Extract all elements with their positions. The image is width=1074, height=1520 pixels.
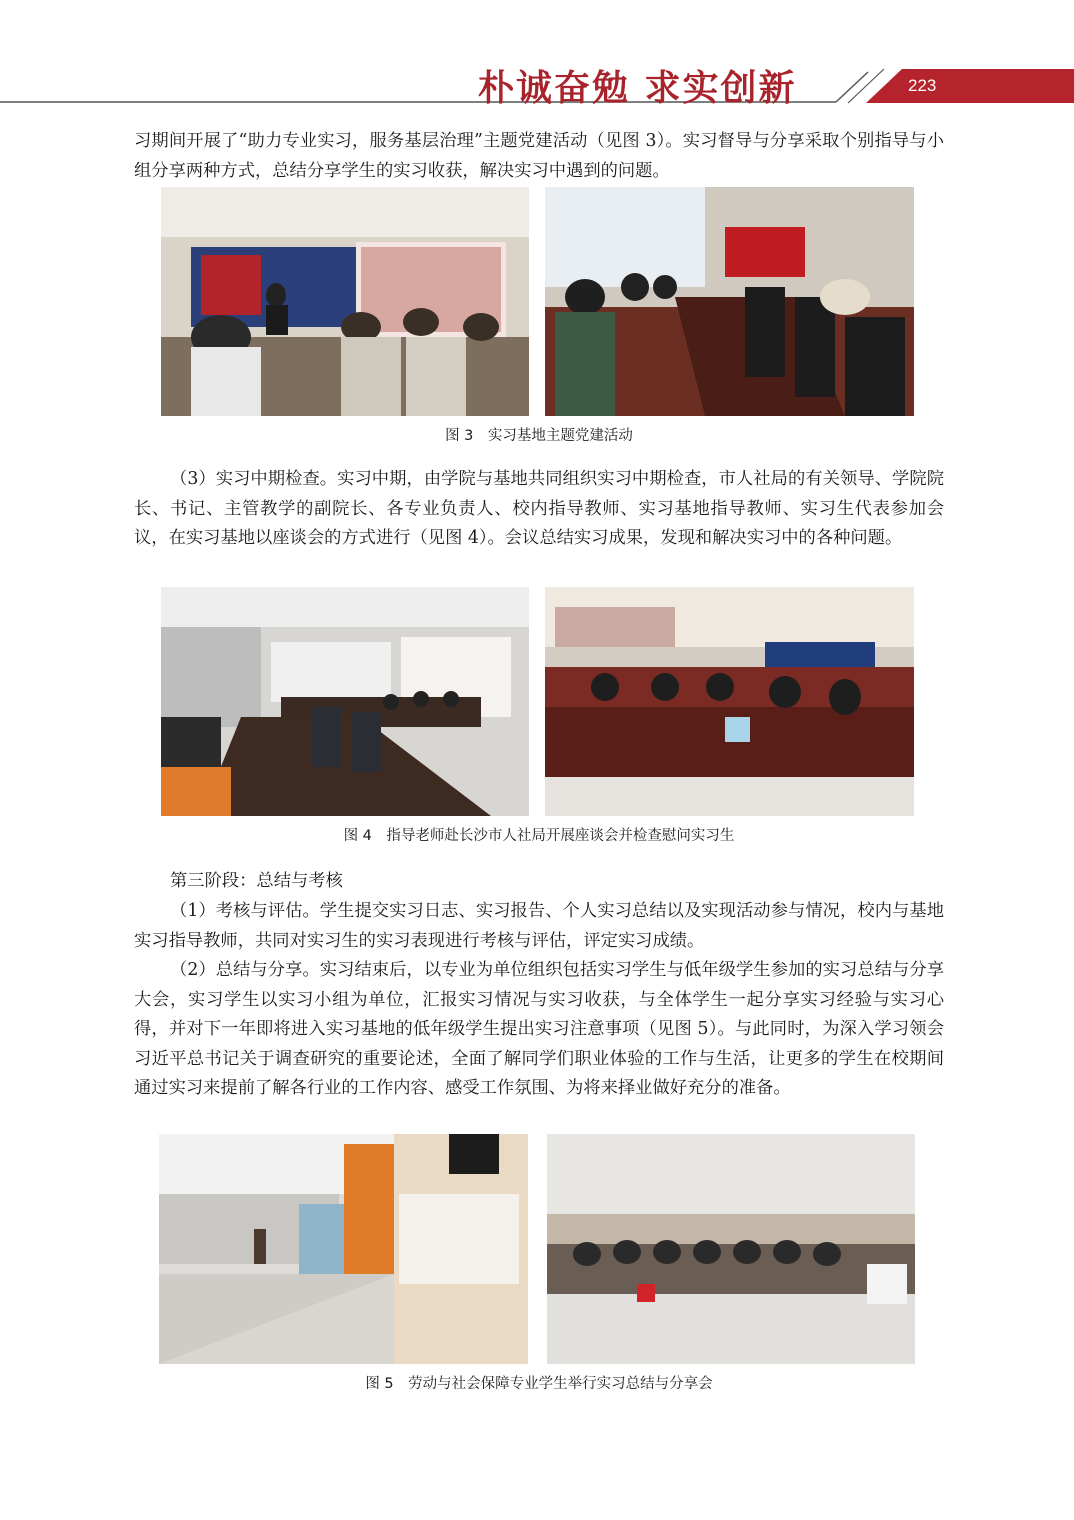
figure-5-photo-right	[547, 1134, 915, 1364]
paragraph-stage-three: 第三阶段：总结与考核	[170, 871, 343, 891]
figure-5-caption: 图 5 劳动与社会保障专业学生举行实习总结与分享会	[365, 1376, 713, 1392]
paragraph-assessment: （1）考核与评估。学生提交实习日志、实习报告、个人实习总结以及实现活动参与情况，校内与基地实习指导教师，共同对实习生的实习表现进行考核与评估，评定实习成绩。	[134, 901, 944, 951]
figure-4-photo-left	[161, 587, 529, 816]
figure-3-photo-right	[545, 187, 914, 416]
figure-4-caption: 图 4 指导老师赴长沙市人社局开展座谈会并检查慰问实习生	[343, 828, 735, 844]
figure-5-photo-left	[159, 1134, 528, 1364]
header-motto: 朴诚奋勉 求实创新	[478, 67, 797, 109]
page-number: 223	[908, 76, 937, 95]
page-header	[0, 0, 1074, 110]
paragraph-summary-sharing: （2）总结与分享。实习结束后，以专业为单位组织包括实习学生与低年级学生参加的实习总结与分享大会，实习学生以实习小组为单位，汇报实习情况与实习收获，与全体学生一起分享实习经验与实习心得，并对下一年即将进入实习基地的低年级学生提出实习注意事项（见图 5）。与此同时，为深入学习领会习近平总书记关于调查研究的重要论述，全面了解同学们职业体验的工作与生活，让更多的学生在校期间通过实习来提前了解各行业的工作内容、感受工作氛围、为将来择业做好充分的准备。	[134, 960, 944, 1098]
figure-3-caption: 图 3 实习基地主题党建活动	[445, 428, 633, 444]
paragraph-midterm-check: （3）实习中期检查。实习中期，由学院与基地共同组织实习中期检查，市人社局的有关领导、学院院长、书记、主管教学的副院长、各专业负责人、校内指导教师、实习基地指导教师、实习生代表参加会议，在实习基地以座谈会的方式进行（见图 4）。会议总结实习成果，发现和解决实习中的各种问题。	[134, 469, 944, 548]
figure-4-photo-right	[545, 587, 914, 816]
figure-3-photo-left	[161, 187, 529, 416]
paragraph-intro: 习期间开展了“助力专业实习，服务基层治理”主题党建活动（见图 3）。实习督导与分享采取个别指导与小组分享两种方式，总结分享学生的实习收获，解决实习中遇到的问题。	[134, 131, 944, 181]
